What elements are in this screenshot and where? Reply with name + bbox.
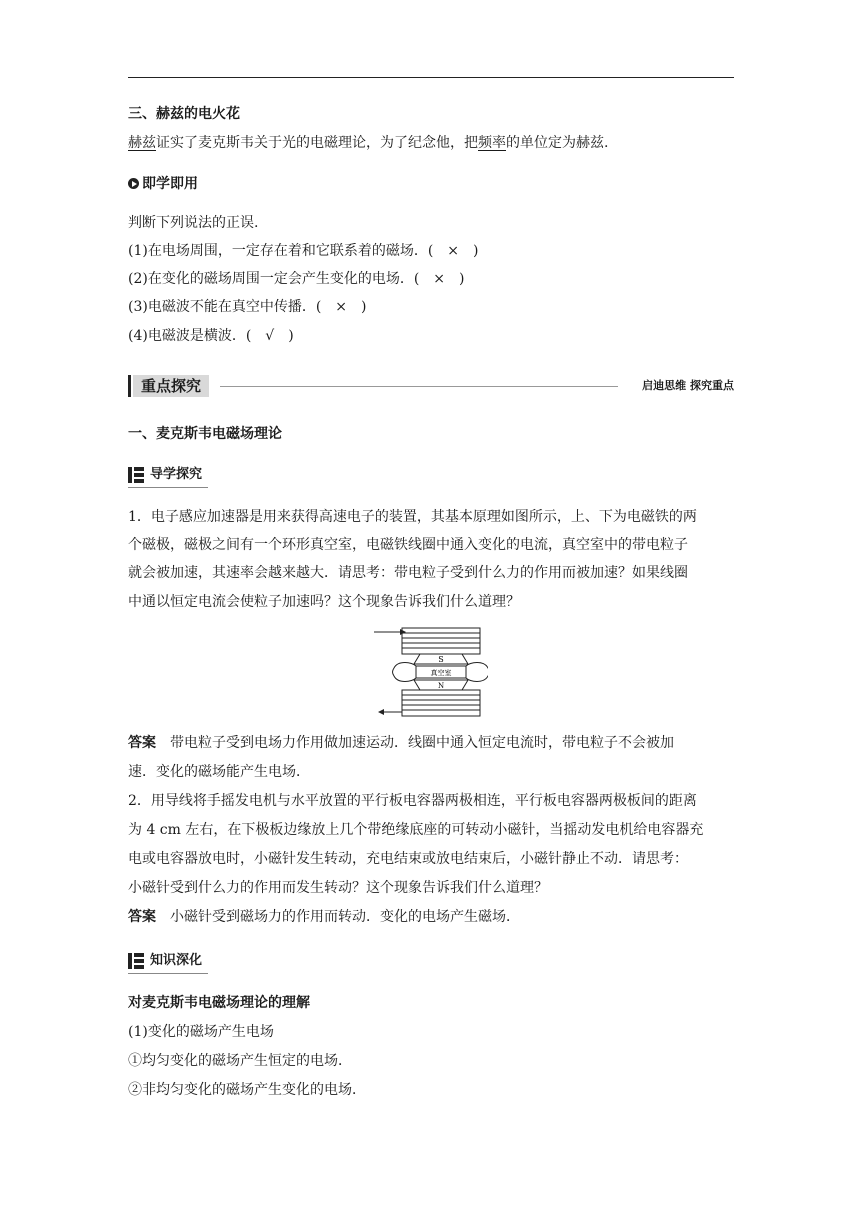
judge-item-mark: × [447,243,460,259]
judge-item-mark: × [335,299,348,315]
pole-s-label: S [438,655,444,664]
question-2-line: 2．用导线将手摇发电机与水平放置的平行板电容器两极相连，平行板电容器两极板间的距离 [128,793,697,809]
quick-use-label: 即学即用 [142,176,198,192]
answer-text: 带电粒子受到电场力作用做加速运动．线圈中通入恒定电流时，带电粒子不会被加 [170,735,674,751]
answer-text: 小磁针受到磁场力的作用而转动．变化的电场产生磁场． [170,909,520,925]
subhead-underline [128,973,208,974]
judge-item-2 [128,269,734,289]
judge-item-mark: × [433,271,446,287]
judge-item-4 [128,326,734,346]
part-1-title: 一、麦克斯韦电磁场理论 [128,426,282,442]
accelerator-diagram [372,626,488,718]
question-2-line: 为 4 cm 左右，在下极板边缘放上几个带绝缘底座的可转动小磁针，当摇动发电机给电容器充 [128,822,704,838]
deepening-title: 对麦克斯韦电磁场理论的理解 [128,995,310,1011]
header-bar [128,375,131,397]
answer-label: 答案 [128,909,156,925]
pole-n-label: N [437,682,445,690]
term-hertz: 赫兹 [128,135,156,151]
section-3-paragraph [128,133,734,153]
vacuum-chamber-label: 真空室 [430,669,452,677]
judge-item-text: (3)电磁波不能在真空中传播．( [128,299,322,315]
judge-item-text: (2)在变化的磁场周围一定会产生变化的电场．( [128,271,420,287]
judge-item-3 [128,297,734,317]
answer-1-line-1 [128,733,734,753]
section-header-label: 重点探究 [133,375,209,397]
subhead-underline [128,487,208,488]
header-divider [220,386,618,387]
answer-label: 答案 [128,735,156,751]
judge-item-text: (4)电磁波是横波．( [128,328,252,344]
quick-use-heading [128,174,734,194]
section-header-tagline: 启迪思维 探究重点 [642,379,734,392]
list-icon [128,467,144,483]
judge-item-1 [128,241,734,261]
section-header-key-points [128,374,734,398]
judge-item-text: (1)在电场周围，一定存在着和它联系着的磁场．( [128,243,434,259]
paragraph-text: 的单位定为赫兹. [506,135,609,151]
question-2-line: 电或电容器放电时，小磁针发生转动，充电结束或放电结束后，小磁针静止不动．请思考： [128,851,688,867]
list-icon [128,953,144,969]
judge-item-close: ) [288,328,294,344]
answer-1-line-2: 速．变化的磁场能产生电场． [128,764,310,780]
judge-item-close: ) [473,243,479,259]
question-2-line: 小磁针受到什么力的作用而发生转动？这个现象告诉我们什么道理？ [128,880,548,896]
answer-2 [128,907,734,927]
subhead-label: 知识深化 [150,953,203,968]
judge-item-close: ) [459,271,465,287]
paragraph-text: 证实了麦克斯韦关于光的电磁理论，为了纪念他，把 [156,135,478,151]
play-circle-icon [128,178,139,189]
judge-item-mark: √ [265,328,275,344]
term-frequency: 频率 [478,135,506,151]
electron-accelerator-figure [372,626,488,718]
subhead-label: 导学探究 [150,467,203,482]
question-1-line: 个磁极，磁极之间有一个环形真空室，电磁铁线圈中通入变化的电流，真空室中的带电粒子 [128,537,688,553]
judge-item-close: ) [361,299,367,315]
question-1-line: 中通以恒定电流会使粒子加速吗？这个现象告诉我们什么道理？ [128,594,520,610]
question-1-line: 就会被加速，其速率会越来越大．请思考：带电粒子受到什么力的作用而被加速？如果线圈 [128,565,688,581]
judge-intro: 判断下列说法的正误. [128,215,259,231]
section-3-title: 三、赫兹的电火花 [128,106,240,122]
deepening-line: (1)变化的磁场产生电场 [128,1024,274,1040]
deepening-line: ①均匀变化的磁场产生恒定的电场． [128,1053,352,1069]
header-rule [128,77,734,78]
question-1-line: 1．电子感应加速器是用来获得高速电子的装置，其基本原理如图所示，上、下为电磁铁的两 [128,509,697,525]
deepening-line: ②非均匀变化的磁场产生变化的电场． [128,1082,366,1098]
